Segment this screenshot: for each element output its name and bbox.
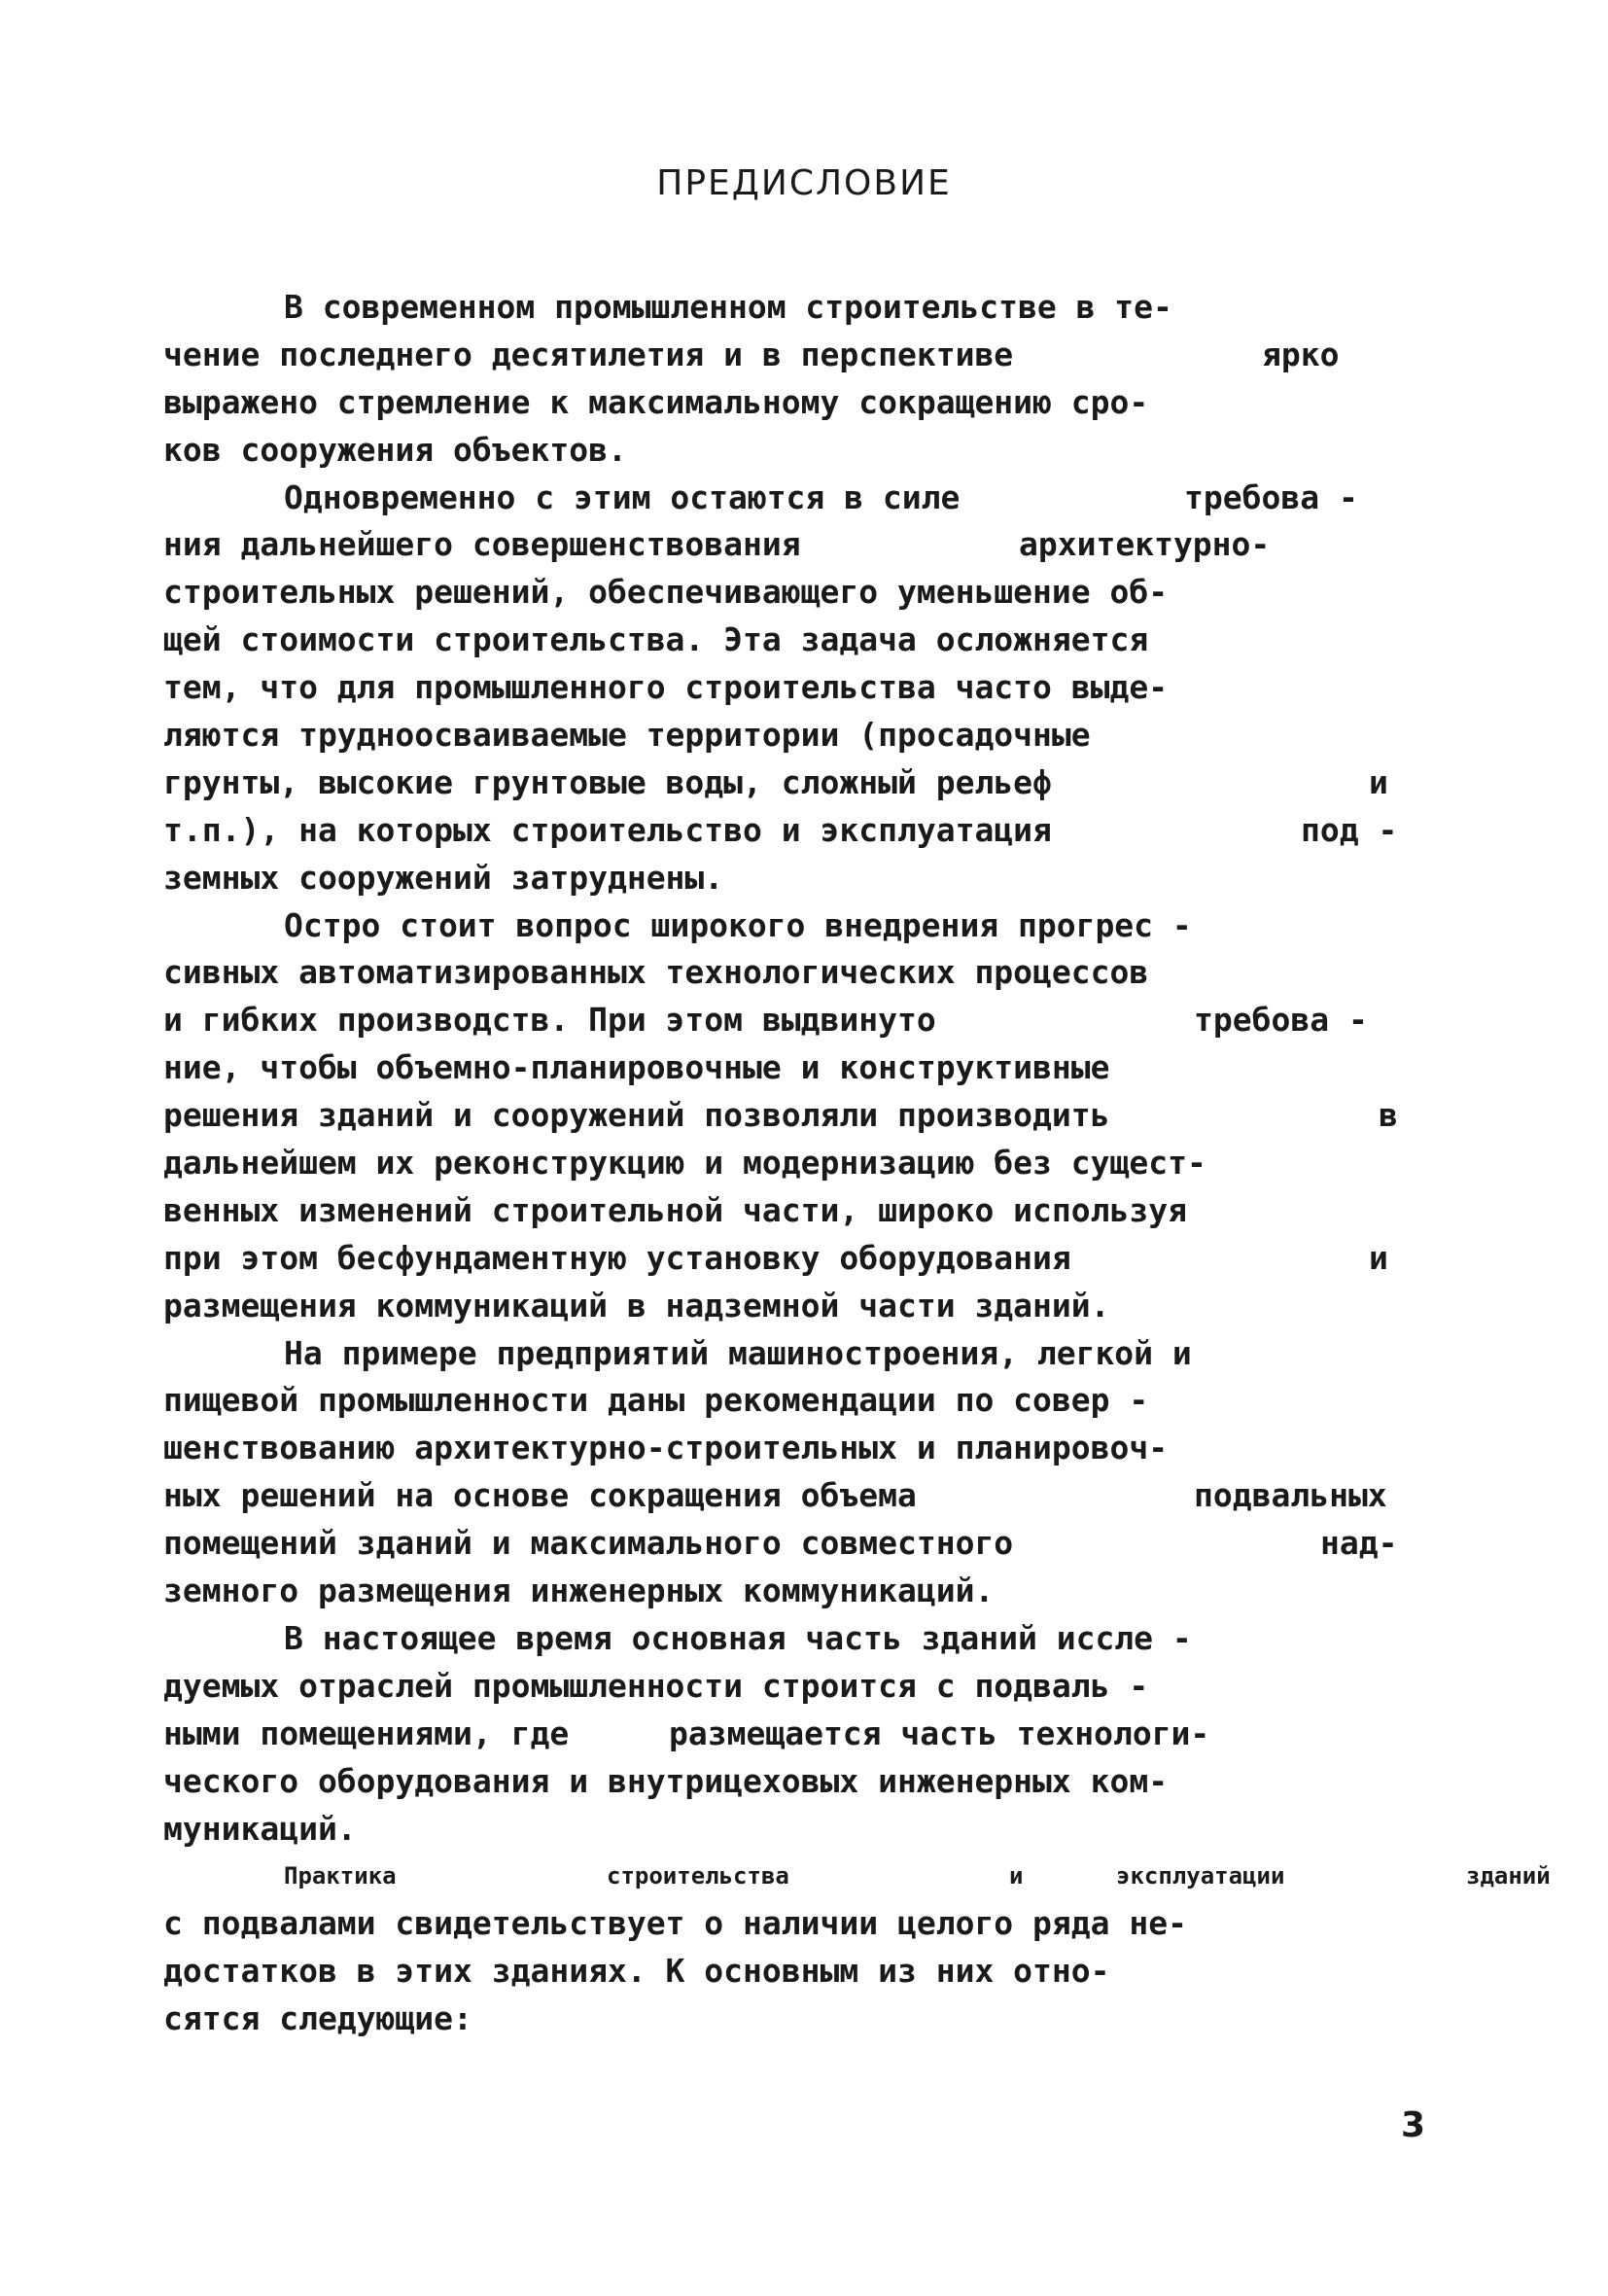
text-segment: дуемых отраслей промышленности строится с подваль - xyxy=(163,1666,1149,1705)
text-line xyxy=(163,664,1427,712)
text-line xyxy=(163,1283,1427,1330)
text-line xyxy=(163,427,1427,475)
text-segment: щей стоимости строительства. Эта задача осложняется xyxy=(163,620,1149,659)
text-segment: дальнейшем их реконструкцию и модернизацию без сущест- xyxy=(163,1144,1206,1183)
text-line xyxy=(163,1140,1427,1187)
text-line xyxy=(163,1330,1427,1378)
text-segment: ков сооружения объектов. xyxy=(163,430,627,469)
text-line xyxy=(163,617,1427,664)
text-line xyxy=(163,521,1427,569)
text-segment: Остро стоит вопрос широкого внедрения прогрес - xyxy=(284,905,1192,944)
text-segment: земных сооружений затруднены. xyxy=(163,858,724,897)
text-line xyxy=(163,379,1427,427)
text-segment: шенствованию архитектурно-строительных и планировоч- xyxy=(163,1429,1169,1467)
text-segment: Одновременно с этим остаются в силе xyxy=(284,477,961,516)
text-segment: пищевой промышленности даны рекомендации по совер - xyxy=(163,1381,1149,1420)
text-line xyxy=(163,284,1427,332)
text-line xyxy=(163,1663,1427,1711)
text-segment: над- xyxy=(1320,1524,1398,1563)
text-segment: строительства xyxy=(607,1862,789,1890)
text-segment: земного размещения инженерных коммуникаций. xyxy=(163,1572,995,1610)
text-line xyxy=(163,1758,1427,1806)
text-line xyxy=(163,1235,1427,1283)
text-segment: в xyxy=(1379,1096,1398,1135)
text-segment: чение последнего десятилетия и в перспективе xyxy=(163,335,1014,373)
text-segment: ния дальнейшего совершенствования xyxy=(163,525,801,564)
text-segment: сятся следующие: xyxy=(163,1999,472,2038)
text-segment: и xyxy=(1369,1238,1388,1277)
text-line xyxy=(163,1472,1427,1520)
page-title: ПРЕДИСЛОВИЕ xyxy=(656,163,952,203)
text-line xyxy=(163,1853,1551,1900)
text-segment: помещений зданий и максимального совместного xyxy=(163,1524,1014,1563)
text-line xyxy=(163,1711,1427,1758)
text-segment: и xyxy=(1369,762,1388,801)
text-segment: при этом бесфундаментную установку оборудования xyxy=(163,1238,1071,1277)
text-segment: и гибких производств. При этом выдвинуто xyxy=(163,1001,936,1040)
text-segment: эксплуатации xyxy=(1116,1862,1285,1890)
text-segment: с подвалами свидетельствует о наличии целого ряда не- xyxy=(163,1904,1187,1943)
text-line xyxy=(163,1425,1427,1472)
text-segment: В настоящее время основная часть зданий иссле - xyxy=(284,1618,1192,1657)
text-line xyxy=(163,1520,1427,1568)
text-line xyxy=(163,1806,1427,1854)
text-line xyxy=(163,1187,1427,1235)
text-line xyxy=(163,759,1427,807)
text-line xyxy=(163,1900,1427,1948)
text-segment: ных решений на основе сокращения объема xyxy=(163,1476,917,1515)
text-segment: грунты, высокие грунтовые воды, сложный рельеф xyxy=(163,762,1052,801)
text-segment: выражено стремление к максимальному сокращению сро- xyxy=(163,382,1149,421)
text-segment: ными помещениями, где xyxy=(163,1713,570,1752)
text-segment: подвальных xyxy=(1194,1476,1387,1515)
text-segment: под - xyxy=(1301,810,1398,849)
text-segment: В современном промышленном строительстве в те- xyxy=(284,288,1172,326)
text-segment: муникаций. xyxy=(163,1809,357,1848)
page-number: 3 xyxy=(1400,2105,1425,2145)
text-segment: требова - xyxy=(1194,1001,1368,1040)
text-segment: ляются трудноосваиваемые территории (просадочные xyxy=(163,716,1091,755)
text-line xyxy=(163,807,1427,855)
text-line xyxy=(163,1615,1427,1663)
text-segment: На примере предприятий машиностроения, легкой и xyxy=(284,1333,1192,1372)
text-line xyxy=(163,1044,1427,1092)
text-line xyxy=(163,1377,1427,1425)
text-line xyxy=(163,1948,1427,1996)
text-line xyxy=(163,712,1427,759)
text-line xyxy=(163,332,1427,379)
text-line xyxy=(163,475,1427,522)
text-segment: ческого оборудования и внутрицеховых инженерных ком- xyxy=(163,1761,1169,1800)
text-segment: размещается часть технологи- xyxy=(669,1713,1210,1752)
text-segment: зданий xyxy=(1466,1862,1551,1890)
text-segment: ние, чтобы объемно-планировочные и конструктивные xyxy=(163,1048,1110,1087)
body-text xyxy=(163,284,1551,2043)
text-segment: размещения коммуникаций в надземной части зданий. xyxy=(163,1286,1110,1325)
text-segment: решения зданий и сооружений позволяли производить xyxy=(163,1096,1110,1135)
text-segment: требова - xyxy=(1184,477,1358,516)
text-segment: сивных автоматизированных технологических процессов xyxy=(163,953,1149,992)
text-segment: ярко xyxy=(1262,335,1340,373)
text-line xyxy=(163,1092,1427,1140)
text-segment: тем, что для промышленного строительства часто выде- xyxy=(163,668,1169,707)
text-line xyxy=(163,949,1427,997)
text-segment: венных изменений строительной части, широко используя xyxy=(163,1190,1187,1229)
text-segment: и xyxy=(1009,1862,1024,1890)
text-segment: достатков в этих зданиях. К основным из них отно- xyxy=(163,1952,1110,1991)
text-line xyxy=(163,855,1427,902)
text-segment: Практика xyxy=(284,1862,397,1890)
text-line xyxy=(163,902,1427,950)
text-line xyxy=(163,1568,1427,1615)
text-line xyxy=(163,997,1427,1044)
text-line xyxy=(163,1996,1427,2043)
text-segment: архитектурно- xyxy=(1019,525,1271,564)
text-segment: т.п.), на которых строительство и эксплуатация xyxy=(163,810,1052,849)
text-segment: строительных решений, обеспечивающего уменьшение об- xyxy=(163,573,1169,612)
text-line xyxy=(163,569,1427,617)
